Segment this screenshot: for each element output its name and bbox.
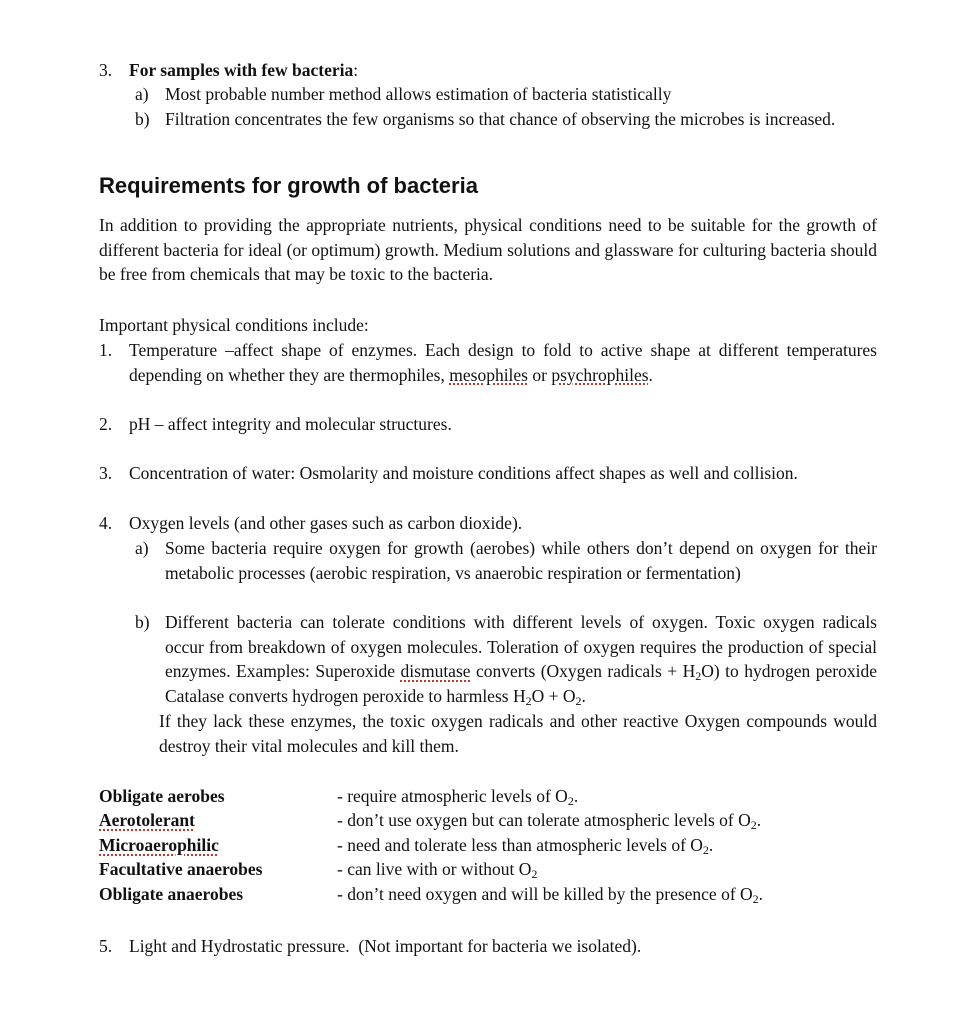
condition-4-b-post3: O + O [531,685,576,706]
condition-4-b-post1: converts (Oxygen radicals + H [475,661,696,681]
condition-1-or: or [532,364,547,385]
section-3-number: 3. [99,60,113,80]
oxygen-term: Microaerophilic [99,835,219,855]
section-3-title-line [129,58,358,83]
oxygen-desc-text: - don’t use oxygen but can tolerate atmospheric levels of O [337,810,751,830]
condition-4-number: 4. [99,513,113,533]
intro-paragraph: In addition to providing the appropriate nutrients, physical conditions need to be suitable for the growth of different bacteria for ideal (or optimum) growth. Medium solutions and glassware for culturing bacteria should be free from chemicals that may be toxic to the bacteria. [99,215,877,284]
condition-4-b-label: b) [135,612,150,632]
subscript-2: 2 [531,867,538,881]
oxygen-term: Obligate aerobes [99,786,225,806]
subscript-2: 2 [525,693,532,708]
oxygen-desc-tail: . [756,810,762,830]
oxygen-desc-text: - can live with or without O [337,859,532,879]
oxygen-desc [337,808,761,833]
condition-5-text: Light and Hydrostatic pressure. (Not important for bacteria we isolated). [129,936,642,956]
oxygen-desc [337,833,713,858]
condition-4-b-tail: If they lack these enzymes, the toxic oxygen radicals and other reactive Oxygen compounds would destroy their vital molecules and kill them. [159,711,877,756]
condition-1-number: 1. [99,340,113,360]
subscript-2: 2 [695,669,702,683]
section-3-item-a-label: a) [135,84,149,104]
condition-1-period: . [648,364,653,385]
oxygen-desc-text: - require atmospheric levels of O [337,786,568,806]
condition-5-number: 5. [99,936,113,956]
condition-1-text [129,338,877,387]
condition-2-number: 2. [99,414,113,434]
condition-1-body: Temperature –affect shape of enzymes. Each design to fold to active shape at different temperatures depending on whether they are thermophiles, [129,340,877,385]
section-3-title: For samples with few bacteria [129,60,354,80]
oxygen-term: Facultative anaerobes [99,859,263,879]
condition-3-number: 3. [99,463,113,483]
condition-2-text: pH – affect integrity and molecular structures. [129,414,452,434]
oxygen-desc-text: - don’t need oxygen and will be killed by the presence of O [337,884,753,904]
oxygen-desc-tail: . [758,884,764,904]
condition-4-a-text: Some bacteria require oxygen for growth (aerobes) while others don’t depend on oxygen for their metabolic processes (aerobic respiration, vs anaerobic respiration or fermentation) [165,538,877,583]
oxygen-desc [337,882,763,907]
oxygen-term: Aerotolerant [99,810,195,830]
section-3-item-b-label: b) [135,109,150,129]
section-3-item-b-text: Filtration concentrates the few organisms so that chance of observing the microbes is increased. [165,109,836,129]
oxygen-desc-tail: . [573,786,579,806]
subscript-2: 2 [702,843,709,857]
conditions-intro: Important physical conditions include: [99,315,369,335]
condition-3-text: Concentration of water: Osmolarity and moisture conditions affect shapes as well and collision. [129,463,798,483]
condition-4-b-pre: Different bacteria can tolerate conditions with different levels of oxygen. Toxic oxygen radicals occur from breakdown of oxygen molecules. Toleration of oxygen requires the production of special enzymes. Examples: Superoxide [165,612,877,681]
term-dismutase: dismutase [400,661,471,681]
term-mesophiles: mesophiles [449,364,528,385]
subscript-2: 2 [567,794,574,808]
subscript-2: 2 [752,892,759,906]
page-heading: Requirements for growth of bacteria [99,173,478,198]
oxygen-desc [337,784,578,809]
condition-4-a-label: a) [135,538,149,558]
section-3-item-a-text: Most probable number method allows estimation of bacteria statistically [165,84,672,104]
condition-4-b-text [165,610,877,708]
oxygen-desc [337,857,537,882]
condition-4-b-post4: . [581,685,586,706]
oxygen-desc-tail: . [708,835,714,855]
term-psychrophiles: psychrophiles [551,364,649,385]
condition-4-b-post2: O) to hydrogen peroxide Catalase converts hydrogen peroxide to harmless H [165,661,877,706]
oxygen-desc-text: - need and tolerate less than atmospheric levels of O [337,835,703,855]
section-3-colon: : [353,60,359,80]
subscript-2: 2 [750,818,757,832]
subscript-2: 2 [575,693,582,708]
condition-4-text: Oxygen levels (and other gases such as carbon dioxide). [129,513,523,533]
oxygen-term: Obligate anaerobes [99,884,244,904]
